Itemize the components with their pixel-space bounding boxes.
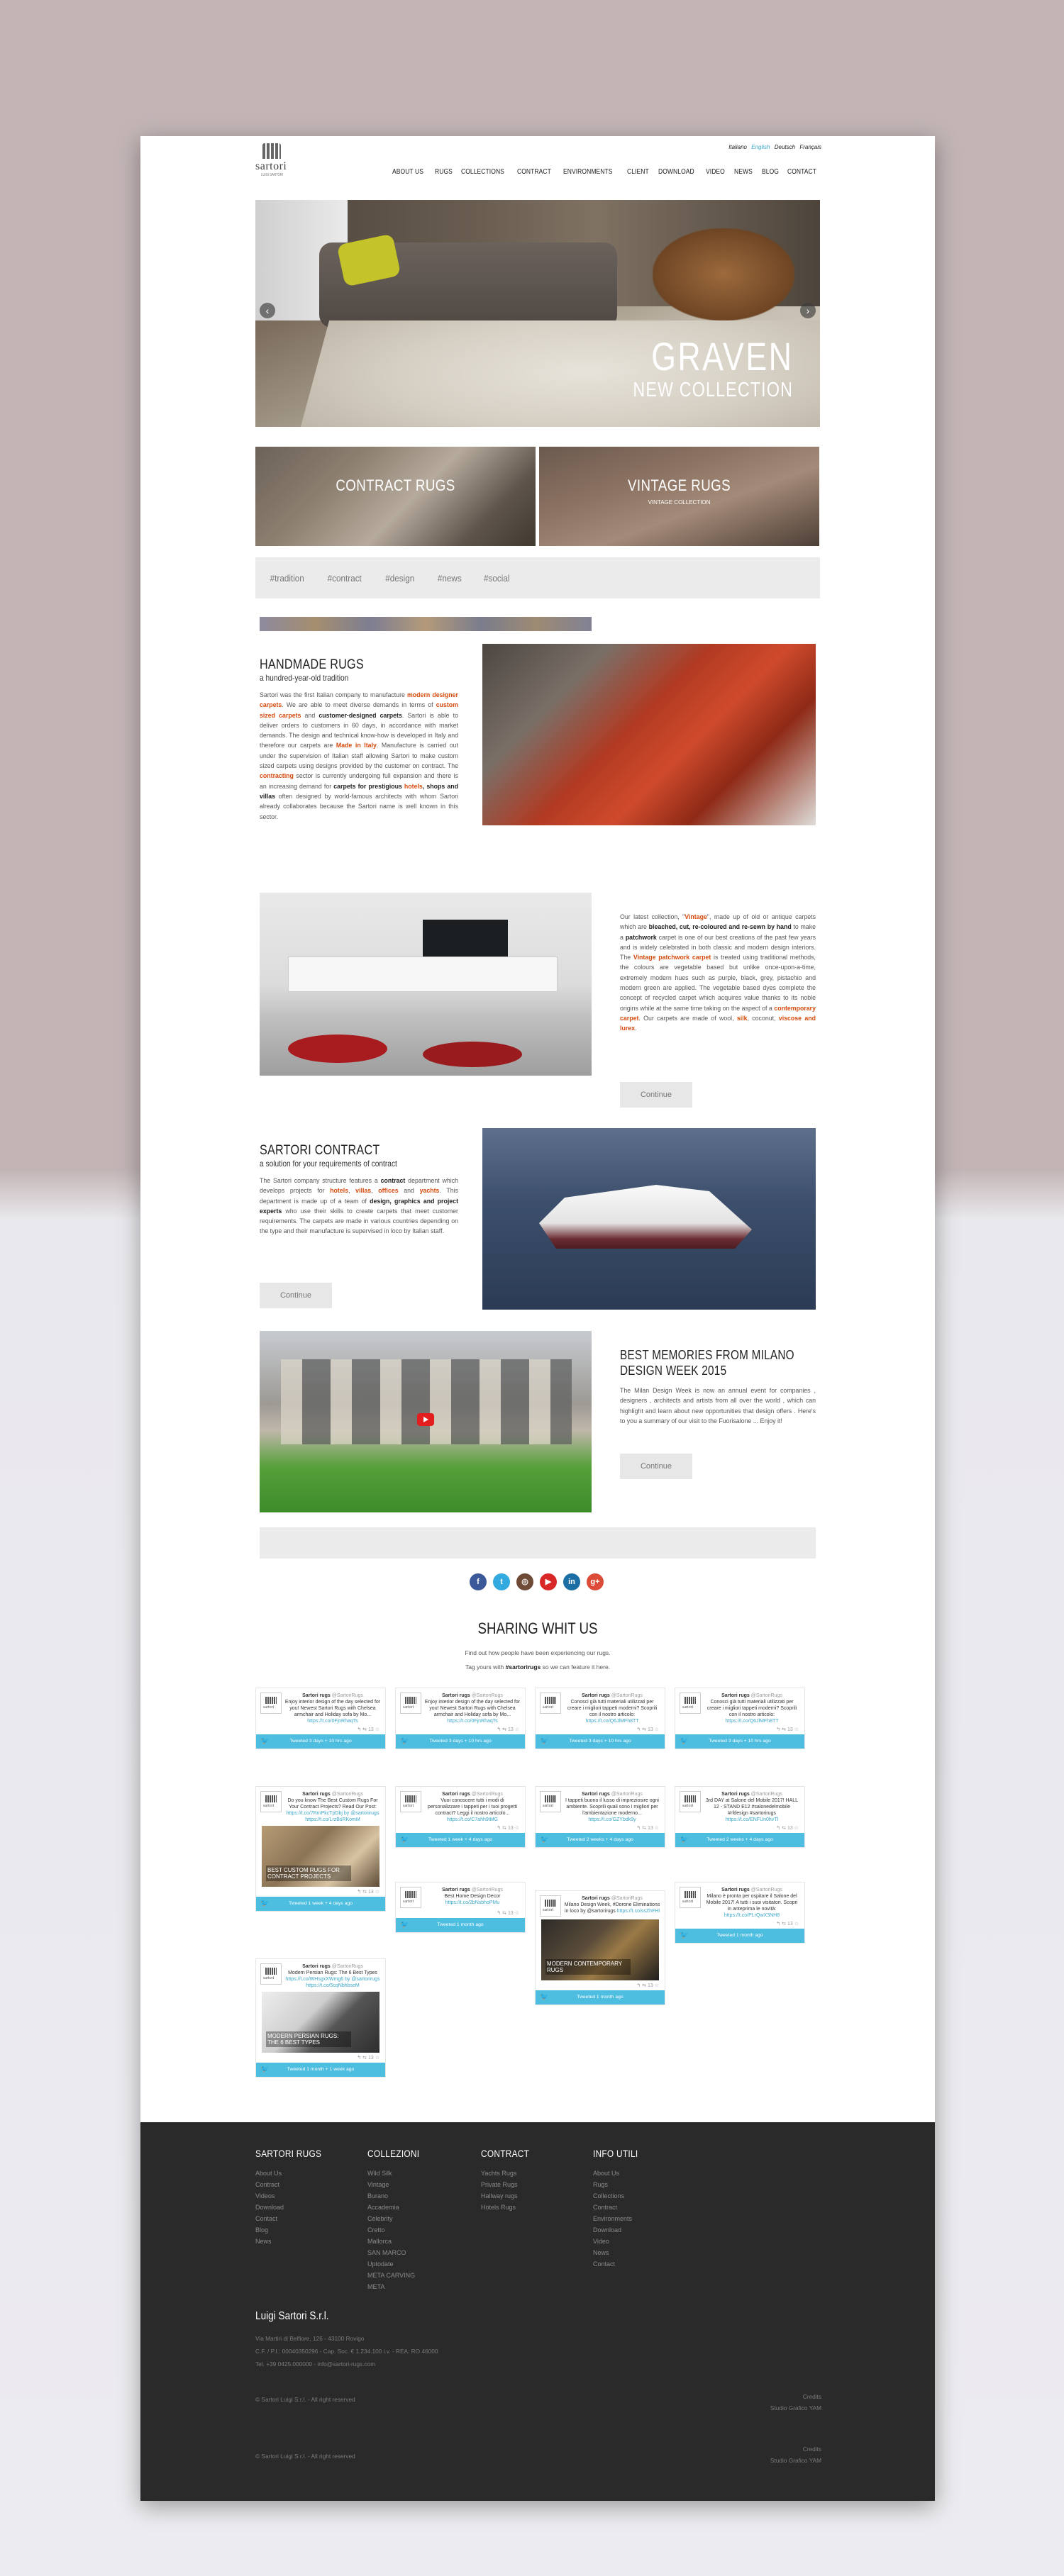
footer-link[interactable]: Rugs [593,2181,609,2188]
slider-next-icon[interactable]: › [800,303,816,318]
hero-slider[interactable] [255,200,820,427]
footer-credits-studio-bottom[interactable]: Studio Grafico YAM [770,2457,821,2464]
tweet-user[interactable]: Sartori rugs [442,1693,470,1698]
tweet-text [701,1791,800,1823]
footer-vat: C.F. / P.I.: 00040350296 - Cap. Soc. € 1.234.100 i.v. - REA: RO 46000 [255,2348,438,2355]
sharing-line1: Find out how people have been experiencing our rugs. [465,1649,611,1656]
footer-phone: Tel. +39 0425.000000 - info@sartori-rugs.com [255,2360,376,2368]
footer-link[interactable]: Download [255,2204,284,2211]
tweet-handle[interactable]: @SartoriRugs [331,1964,363,1969]
tweet-text [701,1887,800,1919]
footer-link[interactable]: Mallorca [367,2238,392,2245]
lang-deutsch[interactable]: Deutsch [774,144,796,150]
googleplus-icon[interactable]: g+ [587,1573,604,1590]
sharing-line2-pre: Tag yours with [465,1663,506,1671]
nav-collections[interactable]: COLLECTIONS [460,168,504,176]
tweet-body: I tappeti buono il lusso di impreziosire ogni ambiente. Scoprili quali sono i migliori per l'ambientazione moderno... [565,1798,659,1816]
tweet-link[interactable]: https://t.co/GZYbdk9y [588,1817,636,1822]
tweet-actions[interactable]: ↰ ⇆ 13 ☆ [497,1911,519,1916]
tweet-user[interactable]: Sartori rugs [442,1792,470,1797]
avatar[interactable] [540,1895,561,1917]
sharing-title: SHARING WHIT US [477,1619,598,1637]
footer-link[interactable]: Yachts Rugs [481,2170,517,2177]
logo-name: sartori [255,160,287,172]
footer-copyright-bottom: © Sartori Luigi S.r.l. - All right reserved [255,2453,355,2460]
footer-link[interactable]: Cretto [367,2226,385,2234]
vintage-continue-button[interactable]: Continue [620,1082,692,1108]
milan-video-thumbnail[interactable] [260,1331,592,1512]
tweet-header [675,1787,804,1823]
avatar[interactable] [680,1693,701,1714]
banner-subtitle: VINTAGE COLLECTION [648,499,711,506]
footer-link[interactable]: SAN MARCO [367,2249,406,2256]
tweet-footer[interactable]: 🐦 Tweeted 2 weeks + 4 days ago [536,1833,665,1847]
footer-link[interactable]: Collections [593,2192,625,2199]
tweet-extra[interactable]: by @sartorirugs https://t.co/5cqNbhbseM [306,1977,380,1988]
footer-link[interactable]: Videos [255,2192,275,2199]
tweet-header [675,1883,804,1919]
footer-link[interactable]: Environments [593,2215,633,2222]
tweet-actions[interactable]: ↰ ⇆ 13 ☆ [357,1890,379,1895]
contract-section [260,1143,458,1237]
lang-italiano[interactable]: Italiano [728,144,747,150]
banner-contract-rugs[interactable] [255,447,536,546]
footer-links [593,2168,646,2270]
footer-link[interactable]: Hallway rugs [481,2192,518,2199]
footer-link[interactable]: Hotels Rugs [481,2204,516,2211]
footer-link[interactable]: Contract [593,2204,618,2211]
footer-link[interactable]: News [593,2249,609,2256]
tweet-handle[interactable]: @SartoriRugs [611,1792,643,1797]
nav-blog[interactable]: BLOG [761,168,779,176]
footer-col-contract [481,2148,538,2213]
tweet-image[interactable] [262,1992,379,2053]
tweet-user[interactable]: Sartori rugs [582,1693,610,1698]
milan-title: BEST MEMORIES FROM MILANO DESIGN WEEK 2015 [620,1348,794,1378]
footer-link[interactable]: Wild Silk [367,2170,392,2177]
tweet-user[interactable]: Sartori rugs [721,1693,750,1698]
footer-col-sartori-rugs [255,2148,333,2247]
tweet-user[interactable]: Sartori rugs [721,1792,750,1797]
footer-link[interactable]: Contact [593,2260,616,2268]
tweet-header [536,1891,665,1917]
tweet-card[interactable] [255,1786,386,1912]
tweet-text [421,1887,521,1908]
tag-contract[interactable]: #contract [328,572,362,584]
tweet-card[interactable] [255,1958,386,2078]
tweet-body: Do you know The Best Custom Rugs For Your Contract Projects? Read Our Post: [287,1798,378,1810]
avatar[interactable] [540,1693,561,1714]
tweet-header [256,1688,385,1724]
logo[interactable] [255,143,298,186]
tweet-image[interactable] [262,1826,379,1887]
tweet-card[interactable] [535,1786,665,1848]
contract-continue-button[interactable]: Continue [260,1283,332,1308]
footer-link[interactable]: Download [593,2226,622,2234]
tweet-image-caption: MODERN CONTEMPORARY RUGS [545,1959,631,1975]
tweet-footer[interactable]: 🐦 Tweeted 3 days + 10 hrs ago [675,1734,804,1749]
footer-link[interactable]: About Us [255,2170,282,2177]
tweet-image-caption: BEST CUSTOM RUGS FOR CONTRACT PROJECTS [266,1866,351,1881]
tweet-card[interactable] [675,1882,805,1944]
tweet-header [396,1688,525,1724]
tweet-link[interactable]: https://t.co/7RmPkcTpDbj [286,1811,343,1816]
footer-links [255,2168,333,2247]
separator-bar [260,1527,816,1559]
tweet-card[interactable] [395,1786,526,1848]
tweet-body: Enjoy interior design of the day selected for you! Newest Sartori Rugs with Chelsea armchair and Holiday sofa by Mo... [284,1700,381,1717]
tweet-user[interactable]: Sartori rugs [442,1888,470,1892]
nav-client[interactable]: CLIENT [626,168,649,176]
tweet-user[interactable]: Sartori rugs [721,1888,750,1892]
yacht-shape [539,1185,752,1249]
footer-address: Via Martiri di Belfiore, 126 - 43100 Rovigo [255,2335,365,2342]
tags-bar [255,557,820,598]
tag-social[interactable]: #social [484,572,510,584]
nav-news[interactable]: NEWS [734,168,753,176]
footer-credits-bottom[interactable]: Credits [802,2446,821,2453]
avatar[interactable] [260,1963,282,1985]
tweet-text [561,1791,660,1823]
tweet-footer[interactable]: 🐦 Tweeted 1 month + 1 week ago [256,2063,385,2077]
page-container [140,136,935,2501]
footer-link[interactable]: Uptodate [367,2260,394,2268]
tweet-actions[interactable]: ↰ ⇆ 13 ☆ [497,1727,519,1732]
tweet-link[interactable]: https://t.co/ENFUn0hvTl [725,1817,779,1822]
footer-credits-studio[interactable]: Studio Grafico YAM [770,2404,821,2411]
tweet-footer[interactable]: 🐦 Tweeted 3 days + 10 hrs ago [396,1734,525,1749]
tweet-image[interactable] [541,1919,659,1980]
handmade-section [260,657,458,822]
twitter-icon[interactable]: t [493,1573,510,1590]
tweet-user[interactable]: Sartori rugs [302,1693,331,1698]
nav-contract[interactable]: CONTRACT [517,168,552,176]
handmade-title: HANDMADE RUGS [260,657,364,672]
sharing-hashtag: #sartorirugs [505,1663,541,1671]
tweet-body: 3rd DAY at Salone del Mobile 2017! HALL 12 - STAND E12 #salonedelmobile #rfdesign #sartorirugs [705,1798,799,1816]
footer-link[interactable]: Celebrity [367,2215,393,2222]
hero-title: GRAVEN [650,334,793,379]
tweet-text [282,1791,381,1823]
logo-sub: LUIGI SARTORI [261,173,284,177]
nav-about-us[interactable]: ABOUT US [392,168,423,176]
tweet-card[interactable] [395,1882,526,1933]
nav-contact[interactable]: CONTACT [787,168,816,176]
banner-title: VINTAGE RUGS [627,476,731,494]
tweet-handle[interactable]: @SartoriRugs [750,1792,782,1797]
contract-yacht-image [482,1128,816,1310]
banner-vintage-rugs[interactable] [539,447,819,546]
tweet-link[interactable]: https://t.co/ssZhFHl [616,1909,660,1914]
footer-link[interactable]: News [255,2238,272,2245]
footer-links [481,2168,538,2213]
footer-link[interactable]: About Us [593,2170,620,2177]
handmade-subtitle: a hundred-year-old tradition [260,673,349,683]
milan-text: The Milan Design Week is now an annual event for companies , designers , architects and artists from all over the world , which can highlight and learn about new opportunities that design offers . Here's to you a summary of our visit to the Fuorisalone ... Enjoy it! [620,1387,816,1424]
footer-link[interactable]: Blog [255,2226,269,2234]
contract-title: SARTORI CONTRACT [260,1143,380,1158]
tweet-body: Enjoy interior design of the day selected for you! Newest Sartori Rugs with Chelsea armchair and Holiday sofa by Mo... [424,1700,521,1717]
tweet-handle[interactable]: @SartoriRugs [471,1888,503,1892]
tweet-handle[interactable]: @SartoriRugs [750,1693,782,1698]
footer-col-title: SARTORI RUGS [255,2148,322,2159]
contract-text: The Sartori company structure features a contract department which develops projects for hotels, villas, offices and yachts. This department is made up of a team of design, graphics and project experts who use their skills to create carpets that meet customer requirements. The carpets are made in various countries depending on the type and their manufacture is supervised in loco by Italian staff. [260,1177,458,1235]
footer-col-title: INFO UTILI [593,2148,638,2159]
footer [140,2122,935,2501]
arches-shape [281,1359,572,1444]
tweet-handle[interactable]: @SartoriRugs [750,1888,782,1892]
tweet-text [561,1693,660,1724]
tweet-actions[interactable]: ↰ ⇆ 13 ☆ [357,1727,379,1732]
rug-shape [423,1042,522,1067]
tweet-link[interactable]: https://t.co/WHsgxXWmg6 [285,1977,344,1982]
tweet-text [421,1693,521,1724]
tweet-actions[interactable]: ↰ ⇆ 13 ☆ [776,1922,799,1927]
tweet-card[interactable] [535,1688,665,1749]
avatar[interactable] [680,1887,701,1908]
tweet-header [256,1959,385,1989]
tweet-link[interactable]: https://t.co/0FjnRhaqTs [447,1719,498,1724]
youtube-play-icon[interactable] [417,1413,434,1426]
avatar[interactable] [680,1791,701,1812]
tweet-link[interactable]: https://t.co/0FjnRhaqTs [307,1719,358,1724]
tweet-card[interactable] [675,1786,805,1848]
tweet-header [675,1688,804,1724]
handmade-image [482,644,816,825]
milan-continue-button[interactable]: Continue [620,1454,692,1479]
footer-credits[interactable]: Credits [802,2393,821,2400]
vintage-image [260,893,592,1076]
linkedin-icon[interactable]: in [563,1573,580,1590]
footer-link[interactable]: Burano [367,2192,389,2199]
tweet-body: Milano è pronta per ospitare il Salone del Mobile 2017! A tutti i suoi visitatori. Scopri in anteprima le novità: [706,1894,798,1912]
rug-shape [288,1035,387,1063]
tweet-user[interactable]: Sartori rugs [302,1792,331,1797]
footer-link[interactable]: Contract [255,2181,280,2188]
tweet-handle[interactable]: @SartoriRugs [611,1693,643,1698]
avatar[interactable] [540,1791,561,1812]
tweet-actions[interactable]: ↰ ⇆ 13 ☆ [776,1826,799,1831]
tweet-footer[interactable]: 🐦 Tweeted 1 month ago [675,1929,804,1943]
tweet-user[interactable]: Sartori rugs [582,1792,610,1797]
avatar[interactable] [400,1791,421,1812]
tweet-link[interactable]: https://t.co/Q6JlMFh8TT [725,1719,779,1724]
tweet-handle[interactable]: @SartoriRugs [471,1792,503,1797]
banner-title: CONTRACT RUGS [336,476,455,494]
hero-subtitle: NEW COLLECTION [633,379,793,401]
tweet-link[interactable]: https://t.co/C7ahh9tMG [447,1817,498,1822]
tweet-text [282,1693,381,1724]
nav-video[interactable]: VIDEO [706,168,726,176]
tweet-user[interactable]: Sartori rugs [302,1964,331,1969]
footer-col-collezioni [367,2148,428,2292]
tweet-link[interactable]: https://t.co/2bNsbhoPMu [445,1900,500,1905]
language-switcher[interactable] [726,144,821,150]
lang-english[interactable]: English [751,144,770,150]
tweet-card[interactable] [395,1688,526,1749]
tweet-text [561,1895,660,1917]
tweet-card[interactable] [255,1688,386,1749]
avatar[interactable] [260,1693,282,1714]
tweet-header [536,1787,665,1823]
tweet-text [701,1693,800,1724]
tweet-handle[interactable]: @SartoriRugs [331,1792,363,1797]
footer-copyright: © Sartori Luigi S.r.l. - All right reserved [255,2396,355,2403]
tweet-text [282,1963,381,1989]
footer-links [367,2168,428,2292]
tweet-actions[interactable]: ↰ ⇆ 13 ☆ [636,1983,659,1988]
tweet-link[interactable]: https://t.co/PLrQwX3NH8 [724,1913,780,1918]
facebook-icon[interactable]: f [470,1573,487,1590]
contract-subtitle: a solution for your requirements of contract [260,1159,397,1169]
footer-link[interactable]: Vintage [367,2181,389,2188]
handmade-text: Sartori was the first Italian company to manufacture modern designer carpets. We are able to meet diverse demands in terms of custom sized carpets and customer-designed carpets. Sartori is able to deliver orders to customers in 60 days, in accordance with market demands. The design and technical know-how is developed in Italy and therefore our carpets are Made in Italy. Manufacture is carried out under the supervision of Italian staff allowing Sartori to make custom sized carpets using designs provided by the customer on contract. The contracting sector is currently undergoing full expansion and there is an increasing demand for carpets for prestigious hotels, shops and villas often designed by world-famous architects with whom Sartori already collaborates because the Sartori name is well known in this sector. [260,691,459,820]
tweet-actions[interactable]: ↰ ⇆ 13 ☆ [636,1727,659,1732]
sharing-line2 [140,1663,935,1671]
tweet-body: Milano Design Week, #Dorone Eliminations in loco by @sartorirugs [564,1902,660,1914]
hero-image-stools [653,228,794,320]
tweet-footer[interactable]: 🐦 Tweeted 1 month ago [536,1990,665,2005]
sharing-line2-post: so we can feature it here. [541,1663,611,1671]
tweet-footer[interactable]: 🐦 Tweeted 1 week + 4 days ago [396,1833,525,1847]
tweet-handle[interactable]: @SartoriRugs [471,1693,503,1698]
footer-link[interactable]: META CARVING [367,2272,416,2279]
tweet-extra[interactable]: by @sartorirugs https://t.co/LrzBsRKomM [305,1811,379,1822]
nav-download[interactable]: DOWNLOAD [658,168,694,176]
tag-tradition[interactable]: #tradition [270,572,304,584]
footer-col-title: COLLEZIONI [367,2148,420,2159]
avatar[interactable] [400,1693,421,1714]
tag-news[interactable]: #news [437,572,462,584]
avatar[interactable] [400,1887,421,1908]
tweet-body: Vuoi conoscere tutti i modi di personalizzare i tappeti per i tuoi progetti contract? Leggi il nostro articolo... [427,1798,518,1816]
tweet-footer[interactable]: 🐦 Tweeted 2 weeks + 4 days ago [675,1833,804,1847]
footer-company-name: Luigi Sartori S.r.l. [255,2310,329,2322]
vintage-text: Our latest collection, "Vintage", made up of old or antique carpets which are bleached, cut, re-coloured and re-sewn by hand to make a patchwork carpet is one of our best creations of the past few years and is widely celebrated in both classic and modern design interiors. The Vintage patchwork carpet is treated using traditional methods, the colours are vegetable based but unlike once-upon-a-time, extremely modern hues such as purple, black, grey, pistachio and modern green are applied. The vegetable based dyes complete the concept of recycled carpet which acquires value thanks to its noble origins while at the same time taking on the aspect of a contemporary carpet. Our carpets are made of wool, silk, coconut, viscose and lurex. [620,913,816,1032]
tweet-footer[interactable]: 🐦 Tweeted 1 week + 4 days ago [256,1897,385,1911]
tweet-text [421,1791,521,1823]
tweet-body: Best Home Design Decor [444,1894,501,1899]
rug-strip-image [260,617,592,631]
lang-francais[interactable]: Français [799,144,821,150]
tweet-body: Conosci già tutti materiali utilizzati per creare i migliori tappeti moderni? Scoprili con il nostro articolo: [567,1700,658,1717]
tweet-actions[interactable]: ↰ ⇆ 13 ☆ [357,2056,379,2061]
tweet-actions[interactable]: ↰ ⇆ 13 ☆ [636,1826,659,1831]
tweet-handle[interactable]: @SartoriRugs [331,1693,363,1698]
tweet-header [256,1787,385,1823]
nav-rugs[interactable]: RUGS [434,168,453,176]
main-nav [392,168,821,176]
milan-section [620,1347,816,1426]
tweet-footer[interactable]: 🐦 Tweeted 3 days + 10 hrs ago [536,1734,665,1749]
tweet-actions[interactable]: ↰ ⇆ 13 ☆ [776,1727,799,1732]
footer-link[interactable]: META [367,2283,385,2290]
footer-col-info-utili [593,2148,646,2270]
instagram-icon[interactable]: ◎ [516,1573,533,1590]
avatar[interactable] [260,1791,282,1812]
footer-link[interactable]: Contact [255,2215,278,2222]
tweet-header [396,1883,525,1908]
logo-mark-icon [262,143,281,159]
footer-col-title: CONTRACT [481,2148,530,2159]
slider-prev-icon[interactable]: ‹ [260,303,275,318]
vintage-section [620,912,816,1034]
tweet-header [396,1787,525,1823]
tweet-actions[interactable]: ↰ ⇆ 13 ☆ [497,1826,519,1831]
tag-design[interactable]: #design [385,572,415,584]
tweet-header [536,1688,665,1724]
footer-link[interactable]: Accademia [367,2204,399,2211]
social-icons [470,1573,604,1590]
tweet-body: Modern Persian Rugs: The 6 Best Types [288,1970,377,1975]
nav-environments[interactable]: ENVIRONMENTS [563,168,613,176]
tweet-handle[interactable]: @SartoriRugs [611,1896,643,1901]
tweet-card[interactable] [535,1890,665,2005]
tweet-link[interactable]: https://t.co/Q6JlMFh8TT [585,1719,639,1724]
tweet-user[interactable]: Sartori rugs [582,1896,610,1901]
footer-link[interactable]: Private Rugs [481,2181,518,2188]
tweet-footer[interactable]: 🐦 Tweeted 1 month ago [396,1918,525,1932]
tweet-body: Conosci già tutti materiali utilizzati per creare i migliori tappeti moderni? Scoprili con il nostro articolo: [706,1700,797,1717]
cabinet-shape [288,957,558,992]
youtube-icon[interactable]: ▶ [540,1573,557,1590]
tweet-footer[interactable]: 🐦 Tweeted 3 days + 10 hrs ago [256,1734,385,1749]
tweet-image-caption: MODERN PERSIAN RUGS: THE 6 BEST TYPES [266,2031,351,2047]
footer-link[interactable]: Video [593,2238,609,2245]
tweet-card[interactable] [675,1688,805,1749]
